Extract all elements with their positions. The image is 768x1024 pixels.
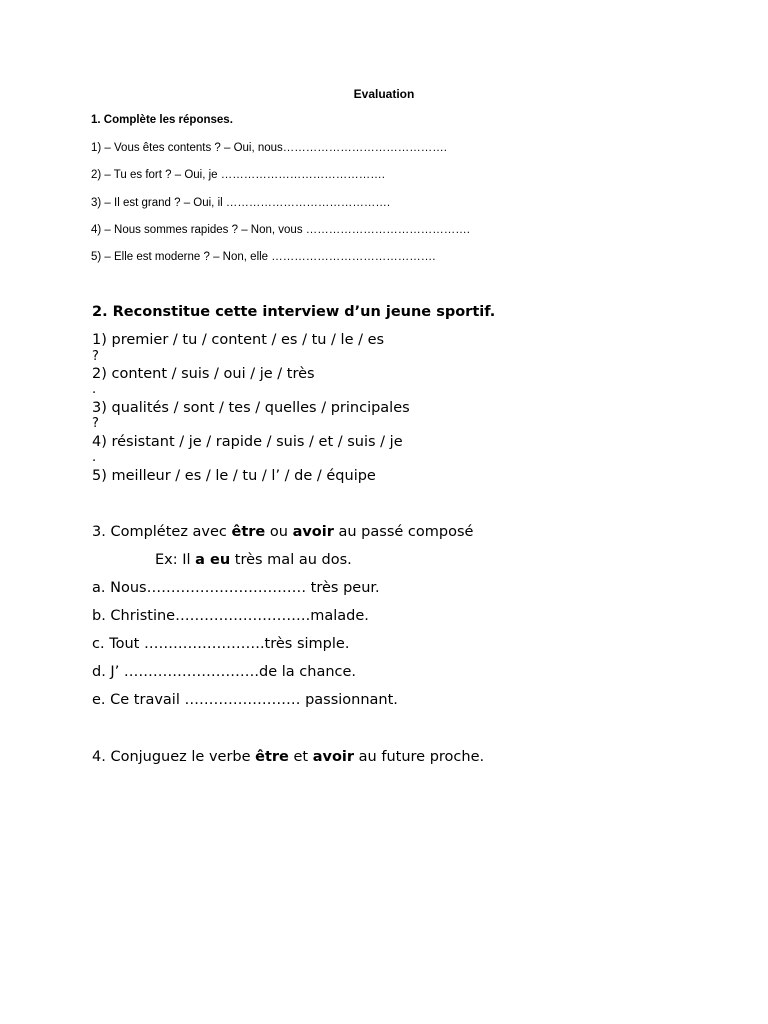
heading-text: au passé composé bbox=[333, 524, 474, 540]
section1-item: 2) – Tu es fort ? – Oui, je ……………………………………. bbox=[91, 169, 385, 181]
heading-text: 4. Conjuguez le verbe bbox=[92, 749, 256, 765]
section1-item: 3) – Il est grand ? – Oui, il ……………………………………. bbox=[91, 197, 391, 209]
heading-bold-avoir: avoir bbox=[292, 524, 334, 540]
example-bold: a eu bbox=[195, 552, 231, 568]
section1-item: 1) – Vous êtes contents ? – Oui, nous……………………………………. bbox=[91, 142, 447, 154]
heading-text: au future proche. bbox=[354, 749, 485, 765]
section3-item: c. Tout …………………….très simple. bbox=[92, 636, 350, 652]
section2-item-mark: . bbox=[92, 382, 97, 397]
section1-item: 5) – Elle est moderne ? – Non, elle ……………………………………. bbox=[91, 251, 436, 263]
heading-text: et bbox=[288, 749, 313, 765]
example-text: très mal au dos. bbox=[230, 552, 352, 568]
section2-heading: 2. Reconstitue cette interview d’un jeune sportif. bbox=[92, 304, 496, 320]
section2-item: 1) premier / tu / content / es / tu / le / es bbox=[92, 332, 385, 348]
section3-item: a. Nous…………………………… très peur. bbox=[92, 580, 380, 596]
section2-item: 5) meilleur / es / le / tu / l’ / de / équipe bbox=[92, 468, 376, 484]
heading-bold-etre: être bbox=[255, 749, 289, 765]
heading-text: 3. Complétez avec bbox=[92, 524, 232, 540]
section2-item-mark: . bbox=[92, 450, 97, 465]
heading-bold-avoir: avoir bbox=[312, 749, 355, 765]
section1-heading: 1. Complète les réponses. bbox=[91, 114, 233, 126]
heading-text: ou bbox=[265, 524, 293, 540]
heading-bold-etre: être bbox=[231, 524, 266, 540]
section2-item-mark: ? bbox=[92, 416, 99, 431]
section3-item: b. Christine……………………….malade. bbox=[92, 608, 369, 624]
document-title: Evaluation bbox=[353, 87, 415, 101]
section3-item: e. Ce travail …………………… passionnant. bbox=[92, 692, 398, 708]
section2-item: 3) qualités / sont / tes / quelles / principales bbox=[92, 400, 410, 416]
section1-item: 4) – Nous sommes rapides ? – Non, vous ……………………………………. bbox=[91, 224, 470, 236]
section3-example bbox=[155, 552, 352, 568]
section4-heading bbox=[92, 749, 484, 765]
section3-heading bbox=[92, 524, 473, 540]
section2-item-mark: ? bbox=[92, 349, 99, 364]
section2-item: 4) résistant / je / rapide / suis / et / suis / je bbox=[92, 434, 403, 450]
example-text: Ex: Il bbox=[155, 552, 196, 568]
section3-item: d. J’ ……………………….de la chance. bbox=[92, 664, 357, 680]
section2-item: 2) content / suis / oui / je / très bbox=[92, 366, 315, 382]
